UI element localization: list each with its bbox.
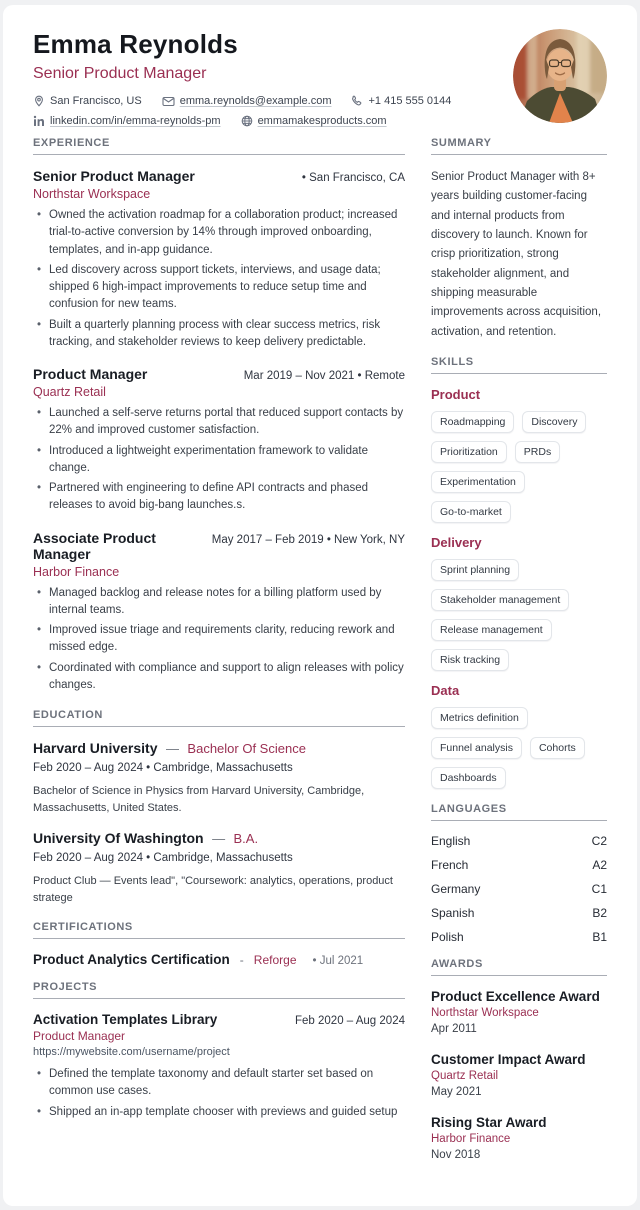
school-name: University Of Washington [33,830,204,847]
skill-group-data [431,683,607,789]
award-title: Customer Impact Award [431,1051,586,1067]
skill-chip: PRDs [515,441,560,463]
job-bullet-list [33,585,405,695]
skill-group-name: Delivery [431,534,482,550]
summary-section [431,137,607,342]
experience-entry [33,366,405,515]
skill-chip-list [431,559,607,671]
website-contact [241,115,387,127]
degree-name: Bachelor Of Science [187,741,306,756]
awards-heading: AWARDS [431,958,607,976]
location-pin-icon [33,95,45,107]
language-name: Spanish [431,905,475,920]
phone-icon [351,95,363,107]
job-meta: Mar 2019 – Nov 2021 • Remote [243,370,405,382]
phone-contact [351,95,451,107]
location-text: San Francisco, US [50,95,142,107]
language-row [431,882,607,896]
language-name: French [431,857,469,872]
resume-header [33,29,607,127]
award-date: Apr 2011 [431,1022,477,1035]
job-bullet-list [33,207,405,351]
job-bullet: • Managed backlog and release notes for a billing platform used by internal teams. [33,585,405,620]
job-bullet: • Built a quarterly planning process with clear success metrics, risk tracking, and stakeholder reviews to keep delivery predictable. [33,317,405,352]
language-level: B2 [592,905,607,920]
award-title: Rising Star Award [431,1114,547,1130]
avatar-photo-illustration [513,29,607,123]
job-title: Associate Product Manager [33,529,156,562]
experience-heading: EXPERIENCE [33,137,405,155]
skill-chip: Go-to-market [431,501,511,523]
skill-group-delivery [431,535,607,671]
avatar [513,29,607,123]
skill-group-name: Product [431,386,481,402]
skill-chip-list [431,411,607,523]
education-meta: Feb 2020 – Aug 2024 • Cambridge, Massachusetts [33,852,293,865]
job-bullet: • Improved issue triage and requirements clarity, reducing rework and missed edge. [33,622,405,657]
skill-chip: Discovery [522,411,586,433]
skill-chip: Sprint planning [431,559,519,581]
skills-section [431,356,607,789]
language-name: Polish [431,929,464,944]
job-company: Harbor Finance [33,564,120,579]
linkedin-icon [33,115,45,127]
job-bullet: • Owned the activation roadmap for a collaboration product; increased trial-to-active conversion by 14% through improved onboarding, templates, and in-app guidance. [33,207,405,259]
award-entry [431,1052,607,1098]
job-bullet-list [33,405,405,515]
linkedin-link[interactable]: linkedin.com/in/emma-reynolds-pm [50,115,221,127]
resume-columns [33,137,607,1178]
job-bullet: • Launched a self-serve returns portal that reduced support contacts by 22% and improved customer satisfaction. [33,405,405,440]
experience-entry [33,168,405,351]
education-entry [33,830,405,907]
language-level: A2 [592,857,607,872]
award-org: Northstar Workspace [431,1006,539,1019]
skill-chip: Dashboards [431,767,506,789]
project-bullet-list [33,1066,405,1121]
envelope-icon [162,96,175,107]
skill-chip: Roadmapping [431,411,514,433]
experience-entry [33,530,405,695]
skill-chip: Funnel analysis [431,737,522,759]
school-name: Harvard University [33,740,158,756]
email-contact [162,95,332,107]
project-bullet: • Shipped an in-app template chooser with previews and guided setup [33,1104,405,1121]
person-name: Emma Reynolds [33,29,238,59]
summary-heading: SUMMARY [431,137,607,155]
project-url-link[interactable]: https://mywebsite.com/username/project [33,1046,230,1059]
project-name: Activation Templates Library [33,1012,218,1028]
project-entry [33,1012,405,1121]
summary-text: Senior Product Manager with 8+ years building customer-facing and internal products from discovery to launch. Known for crisp prioritization, strong stakeholder alignment, and shipping measurable improvements across acquisition, activation, and retention. [431,171,602,338]
certifications-section [33,921,405,967]
skill-group-name: Data [431,682,460,698]
phone-text: +1 415 555 0144 [368,95,452,107]
language-name: Germany [431,881,481,896]
language-level: C2 [591,833,607,848]
education-meta: Feb 2020 – Aug 2024 • Cambridge, Massachusetts [33,762,293,774]
job-company: Quartz Retail [33,385,106,399]
job-bullet: • Led discovery across support tickets, interviews, and usage data; shipped 6 high-impact improvements to reduce setup time and confusion for new teams. [33,262,405,314]
award-date: May 2021 [431,1085,482,1098]
job-bullet: • Coordinated with compliance and support to align releases with policy changes. [33,660,405,695]
globe-icon [241,115,253,127]
job-company: Northstar Workspace [33,187,151,201]
language-row [431,930,607,944]
award-entry [431,1115,607,1161]
project-role: Product Manager [33,1029,126,1044]
job-meta: May 2017 – Feb 2019 • New York, NY [211,533,405,546]
experience-section [33,137,405,694]
project-bullet: • Defined the template taxonomy and default starter set based on common use cases. [33,1066,405,1101]
language-row [431,858,607,872]
job-meta: • San Francisco, CA [301,172,405,184]
certification-separator: - [239,953,244,968]
skill-chip: Stakeholder management [431,589,569,611]
projects-heading: PROJECTS [33,981,405,999]
education-description: Bachelor of Science in Physics from Harvard University, Cambridge, Massachusetts, United States. [33,785,365,815]
language-level: C1 [591,881,607,896]
email-link[interactable]: emma.reynolds@example.com [179,95,332,107]
skill-chip: Risk tracking [431,649,509,671]
language-name: English [431,833,471,848]
certification-name: Product Analytics Certification [33,952,230,968]
education-description: Product Club — Events lead", "Coursework: analytics, operations, product stratege [33,875,393,905]
skill-chip: Metrics definition [431,707,528,729]
language-row [431,834,607,848]
location-contact [33,95,142,107]
skill-chip: Prioritization [431,441,507,463]
languages-heading: LANGUAGES [431,803,607,821]
degree-name: B.A. [233,831,259,847]
job-title: Senior Product Manager [33,168,195,184]
award-date: Nov 2018 [431,1148,481,1161]
skill-chip: Experimentation [431,471,525,493]
degree-separator: — [212,831,226,847]
resume-page [3,5,637,1206]
left-column [33,137,405,1178]
language-level: B1 [592,929,607,944]
education-heading: EDUCATION [33,709,405,727]
award-org: Quartz Retail [431,1069,499,1082]
contact-row-1 [33,95,497,107]
awards-section [431,958,607,1161]
certification-entry [33,952,405,967]
certification-issuer: Reforge [253,953,297,968]
languages-section [431,803,607,944]
skills-heading: SKILLS [431,356,607,374]
degree-separator: — [165,741,179,756]
linkedin-contact [33,115,221,127]
website-link[interactable]: emmamakesproducts.com [257,115,387,127]
skill-chip-list [431,707,607,789]
education-entry [33,740,405,817]
project-dates: Feb 2020 – Aug 2024 [295,1015,405,1028]
projects-section [33,981,405,1121]
skill-group-product [431,387,607,523]
contact-row-2 [33,115,497,127]
award-org: Harbor Finance [431,1132,511,1145]
skill-chip: Cohorts [530,737,585,759]
person-title: Senior Product Manager [33,65,207,82]
award-title: Product Excellence Award [431,988,600,1004]
certification-date: • Jul 2021 [312,955,364,968]
job-bullet: • Partnered with engineering to define API contracts and phased releases to avoid big-bang launches.s. [33,480,405,515]
job-title: Product Manager [33,366,148,382]
job-bullet: • Introduced a lightweight experimentation framework to validate change. [33,443,405,478]
skill-chip: Release management [431,619,552,641]
language-row [431,906,607,920]
education-section [33,709,405,907]
right-column [431,137,607,1178]
award-entry [431,989,607,1035]
certifications-heading: CERTIFICATIONS [33,921,405,939]
